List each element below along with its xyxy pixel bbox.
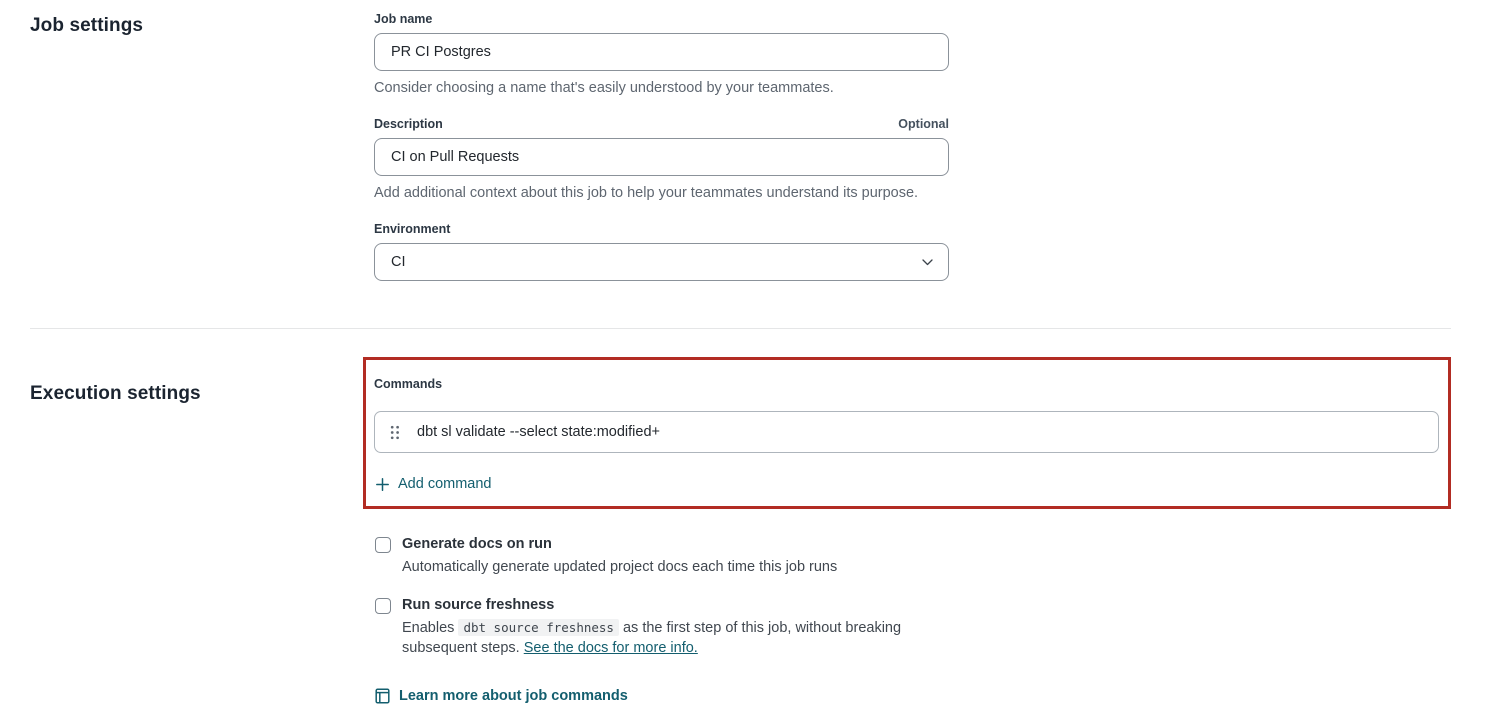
job-name-helper: Consider choosing a name that's easily understood by your teammates. bbox=[374, 80, 834, 96]
description-input[interactable] bbox=[374, 138, 949, 176]
commands-label: Commands bbox=[374, 377, 443, 391]
generate-docs-checkbox[interactable] bbox=[375, 537, 391, 553]
generate-docs-option bbox=[375, 536, 1451, 577]
job-name-input[interactable] bbox=[374, 33, 949, 71]
source-freshness-description bbox=[402, 618, 942, 658]
execution-settings-section bbox=[30, 357, 1451, 709]
command-text: dbt sl validate --select state:modified+ bbox=[417, 424, 660, 440]
environment-label: Environment bbox=[374, 222, 451, 236]
command-row[interactable] bbox=[374, 411, 1439, 453]
plus-icon bbox=[376, 478, 389, 491]
add-command-label: Add command bbox=[398, 476, 492, 492]
job-name-label: Job name bbox=[374, 12, 433, 26]
source-freshness-desc-suffix: as the first step of this job, without breaking subsequent steps. bbox=[402, 619, 902, 656]
description-helper: Add additional context about this job to help your teammates understand its purpose. bbox=[374, 185, 919, 201]
source-freshness-option bbox=[375, 597, 1451, 658]
source-freshness-checkbox[interactable] bbox=[375, 598, 391, 614]
description-optional-badge: Optional bbox=[898, 117, 949, 131]
book-icon bbox=[375, 688, 390, 704]
source-freshness-label[interactable]: Run source freshness bbox=[402, 596, 555, 613]
environment-selected-value: CI bbox=[391, 254, 406, 270]
generate-docs-label[interactable]: Generate docs on run bbox=[402, 535, 552, 552]
job-settings-heading: Job settings bbox=[30, 15, 144, 36]
learn-more-link[interactable] bbox=[375, 688, 628, 704]
description-label: Description bbox=[374, 117, 443, 131]
add-command-button[interactable] bbox=[376, 476, 492, 492]
environment-select[interactable] bbox=[374, 243, 949, 281]
learn-more-label: Learn more about job commands bbox=[399, 687, 628, 704]
execution-settings-heading: Execution settings bbox=[30, 383, 201, 404]
see-docs-link[interactable]: See the docs for more info. bbox=[523, 639, 698, 656]
chevron-down-icon bbox=[922, 259, 933, 266]
source-freshness-desc-prefix: Enables bbox=[402, 619, 455, 636]
source-freshness-code: dbt source freshness bbox=[458, 619, 619, 636]
job-settings-section bbox=[30, 12, 1451, 281]
description-field bbox=[374, 117, 1451, 201]
drag-handle-icon[interactable] bbox=[390, 425, 400, 440]
commands-highlight-box bbox=[363, 357, 1451, 509]
generate-docs-description: Automatically generate updated project docs each time this job runs bbox=[402, 558, 838, 575]
job-name-field bbox=[374, 12, 1451, 96]
environment-field bbox=[374, 222, 1451, 281]
section-divider bbox=[30, 328, 1451, 329]
